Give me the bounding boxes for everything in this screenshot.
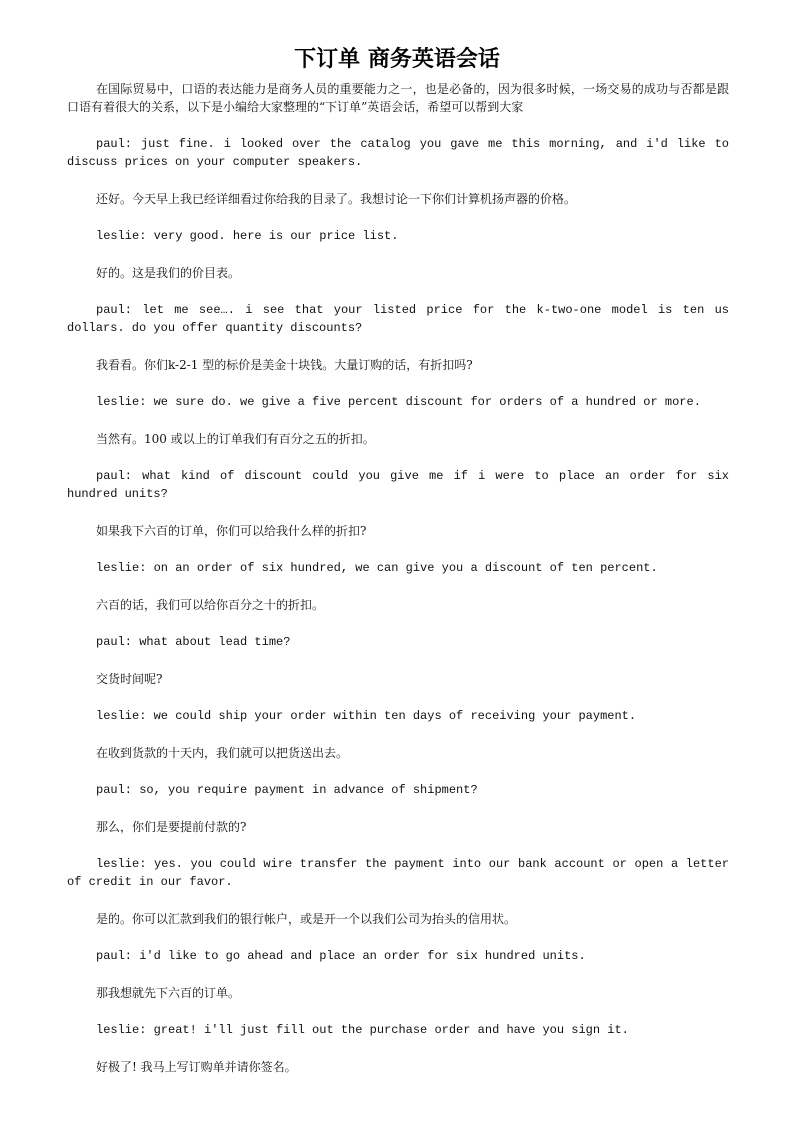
document-body xyxy=(67,80,729,1095)
chinese-translation-line: 我看看。你们k-2-1 型的标价是美金十块钱。大量订购的话，有折扣吗? xyxy=(96,358,473,372)
english-dialogue-line: leslie: great! i'll just fill out the purchase order and have you sign it. xyxy=(96,1023,629,1037)
english-dialogue-line: leslie: on an order of six hundred, we can give you a discount of ten percent. xyxy=(96,561,658,575)
chinese-translation-line: 交货时间呢? xyxy=(96,672,163,686)
english-dialogue-line: paul: what about lead time? xyxy=(96,635,291,649)
english-dialogue-line: leslie: yes. you could wire transfer the payment into our bank account or open a letter of credit in our favor. xyxy=(67,857,729,889)
english-dialogue-line: paul: i'd like to go ahead and place an order for six hundred units. xyxy=(96,949,586,963)
chinese-translation-line: 好极了! 我马上写订购单并请你签名。 xyxy=(96,1060,297,1074)
chinese-translation-line: 如果我下六百的订单，你们可以给我什么样的折扣? xyxy=(96,524,367,538)
english-dialogue-line: paul: so, you require payment in advance of shipment? xyxy=(96,783,478,797)
chinese-translation-line: 当然有。100 或以上的订单我们有百分之五的折扣。 xyxy=(96,432,375,446)
chinese-translation-line: 还好。今天早上我已经详细看过你给我的目录了。我想讨论一下你们计算机扬声器的价格。 xyxy=(96,192,577,206)
chinese-translation-line: 在收到货款的十天内，我们就可以把货送出去。 xyxy=(96,746,349,760)
english-dialogue-line: leslie: we could ship your order within ten days of receiving your payment. xyxy=(96,709,637,723)
chinese-translation-line: 是的。你可以汇款到我们的银行帐户，或是开一个以我们公司为抬头的信用状。 xyxy=(96,912,517,926)
english-dialogue-line: paul: what kind of discount could you give me if i were to place an order for six hundred units? xyxy=(67,469,729,501)
english-dialogue-line: leslie: we sure do. we give a five percent discount for orders of a hundred or more. xyxy=(96,395,701,409)
english-dialogue-line: paul: let me see…. i see that your listed price for the k-two-one model is ten us dollars. do you offer quantity discounts? xyxy=(67,303,729,335)
chinese-translation-line: 那我想就先下六百的订单。 xyxy=(96,986,241,1000)
document-title: 下订单 商务英语会话 xyxy=(294,46,500,72)
intro-paragraph: 在国际贸易中，口语的表达能力是商务人员的重要能力之一，也是必备的，因为很多时候，一场交易的成功与否都是跟口语有着很大的关系，以下是小编给大家整理的“下订单”英语会话，希望可以帮到大家 xyxy=(67,82,729,114)
chinese-translation-line: 好的。这是我们的价目表。 xyxy=(96,266,241,280)
chinese-translation-line: 六百的话，我们可以给你百分之十的折扣。 xyxy=(96,598,325,612)
chinese-translation-line: 那么，你们是要提前付款的? xyxy=(96,820,247,834)
english-dialogue-line: paul: just fine. i looked over the catalog you gave me this morning, and i'd like to discuss prices on your computer speakers. xyxy=(67,137,729,169)
english-dialogue-line: leslie: very good. here is our price list. xyxy=(96,229,399,243)
